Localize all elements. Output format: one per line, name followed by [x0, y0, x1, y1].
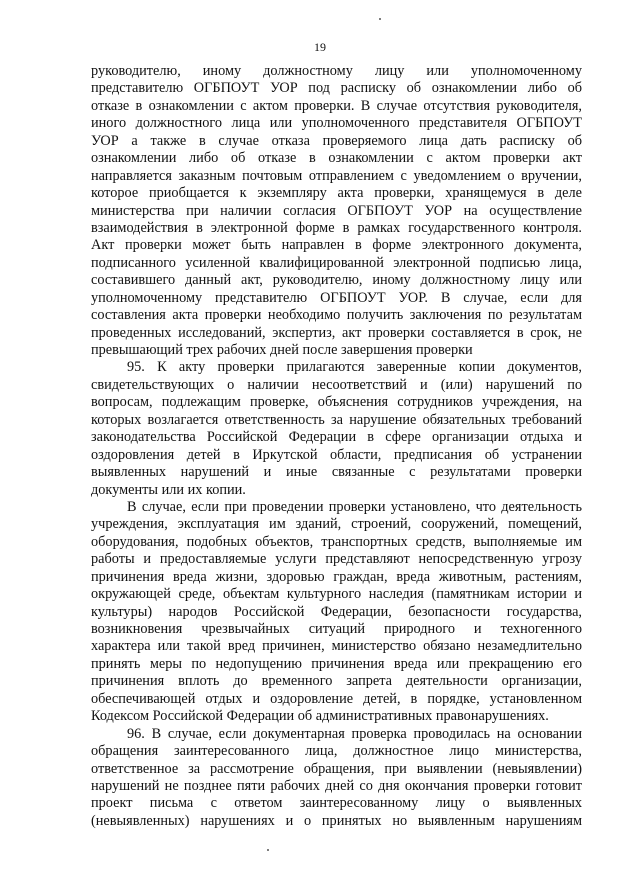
text-line: законодательства Российской Федерации в сфере организации отдыха и: [91, 429, 582, 446]
text-line: окружающей среде, объектам культурного наследия (памятникам истории и: [91, 586, 582, 603]
scan-speck: [379, 18, 381, 20]
page-number: 19: [314, 40, 326, 54]
text-line: обращения заинтересованного лица, должностное лицо министерства,: [91, 743, 582, 760]
text-line: УОР а также в случае отказа проверяемого лица дать расписку об: [91, 132, 582, 149]
scan-speck: [267, 849, 269, 851]
text-line: взаимодействия в электронной форме в рамках государственного контроля.: [91, 219, 582, 236]
text-line: направляется заказным почтовым отправлением с уведомлением о вручении,: [91, 167, 582, 184]
text-line: Кодексом Российской Федерации об административных правонарушениях.: [91, 708, 549, 725]
text-line: превышающий трех рабочих дней после завершения проверки: [91, 342, 473, 358]
text-line: руководителю, иному должностному лицу или уполномоченному: [91, 63, 582, 79]
text-line: вопросам, подлежащим проверке, объяснения сотрудников учреждения, на: [91, 394, 582, 411]
text-line: причинения вплоть до временного запрета деятельности организации,: [91, 673, 582, 690]
text-line: свидетельствующих о наличии несоответствий и (или) нарушений по: [91, 376, 582, 393]
text-line: учреждения, эксплуатация им зданий, строений, сооружений, помещений,: [91, 516, 582, 533]
text-line: представителю ОГБПОУТ УОР под расписку об ознакомлении либо об: [91, 80, 582, 97]
text-line: ознакомлении либо об отказе в ознакомлении с актом проверки акт: [91, 150, 582, 167]
text-line: 96. В случае, если документарная проверка проводилась на основании: [127, 725, 582, 742]
text-line: нарушений не позднее пяти рабочих дней со дня окончания проверки готовит: [91, 777, 582, 794]
text-line: оздоровления детей в Иркутской области, предписания об устранении: [91, 446, 582, 463]
text-line: Акт проверки может быть направлен в форме электронного документа,: [91, 237, 582, 254]
text-line: характера или такой вред причинен, министерство обязано незамедлительно: [91, 638, 582, 655]
text-line: культуры) народов Российской Федерации, безопасности государства,: [91, 603, 582, 620]
text-line: возникновения чрезвычайных ситуаций природного и техногенного: [91, 621, 582, 637]
text-line: министерства при наличии согласия ОГБПОУТ УОР на осуществление: [91, 202, 582, 219]
text-line: уполномоченному представителю ОГБПОУТ УОР. В случае, если для: [91, 289, 582, 306]
text-line: 95. К акту проверки прилагаются заверенные копии документов,: [127, 359, 582, 376]
text-line: отказе в ознакомлении с актом проверки. В случае отсутствия руководителя,: [91, 97, 582, 114]
text-line: составившего данный акт, руководителю, иному должностному лицу или: [91, 272, 582, 289]
text-line: принять меры по недопущению причинения вреда или прекращению его: [91, 655, 582, 672]
text-line: проведенных исследований, экспертиз, акт проверки составляется в срок, не: [91, 324, 582, 341]
text-line: (невыявленных) нарушениях и о принятых но выявленным нарушениям: [91, 812, 582, 829]
text-line: подписанного усиленной квалифицированной электронной подписью лица,: [91, 254, 582, 271]
text-line: проект письма с ответом заинтересованному лицу о выявленных: [91, 795, 582, 812]
text-line: документы или их копии.: [91, 481, 246, 498]
text-line: выявленных нарушений и иные связанные с результатами проверки: [91, 464, 582, 481]
text-line: В случае, если при проведении проверки установлено, что деятельность: [127, 498, 582, 515]
text-line: оборудования, подобных объектов, транспортных средств, выполняемые им: [91, 533, 582, 550]
text-line: иного должностного лица или уполномоченного представителя ОГБПОУТ: [91, 115, 582, 132]
text-line: причинения вреда жизни, здоровью граждан, вреда животным, растениям,: [91, 568, 582, 585]
text-line: составления акта проверки необходимо получить заключения по результатам: [91, 307, 582, 324]
document-body: [91, 63, 582, 830]
text-line: которых возлагается ответственность за нарушение обязательных требований: [91, 411, 582, 428]
text-line: работы и предоставляемые услуги представляют непосредственную угрозу: [91, 551, 582, 568]
text-line: обеспечивающей отдых и оздоровление детей, в порядке, установленном: [91, 690, 582, 707]
text-line: которое приобщается к экземпляру акта проверки, хранящемуся в деле: [91, 185, 582, 202]
text-line: ответственное за рассмотрение обращения, при выявлении (невыявлении): [91, 760, 582, 777]
